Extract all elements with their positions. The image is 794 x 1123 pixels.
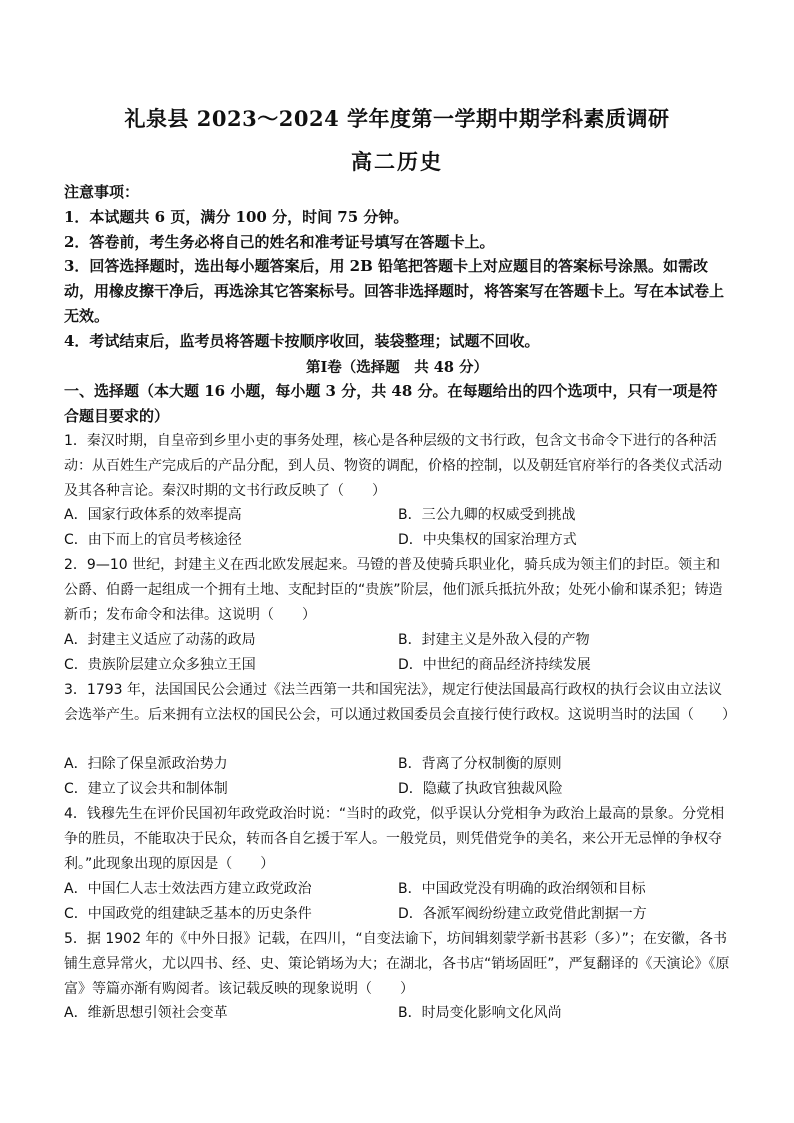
question-stem: 5．据 1902 年的《中外日报》记载，在四川，“自变法谕下，坊间辑刻蒙学新书甚彩（多）”；在安徽，各书铺生意异常火，尤以四书、经、史、策论销场为大；在湖北，各书店“销场固旺”，严复翻译的《天演论》《原富》等篇亦渐有购阅者。该记载反映的现象说明（ ） <box>64 931 730 997</box>
option-a[interactable]: A．中国仁人志士效法西方建立政党政治 <box>64 881 312 897</box>
part-one-instructions: 一、选择题（本大题 16 小题，每小题 3 分，共 48 分。在每题给出的四个选项中，只有一项是符合题目要求的） <box>64 382 718 425</box>
exam-subject: 高二历史 <box>351 149 443 174</box>
option-d[interactable]: D．中央集权的国家治理方式 <box>398 532 577 548</box>
notice-item: 4．考试结束后，监考员将答题卡按顺序收回，装袋整理；试题不回收。 <box>64 331 540 350</box>
question-4 <box>64 802 730 877</box>
option-d[interactable]: D．中世纪的商品经济持续发展 <box>398 657 591 673</box>
notice-item: 2．答卷前，考生务必将自己的姓名和准考证号填写在答题卡上。 <box>64 232 495 251</box>
question-stem: 2．9—10 世纪，封建主义在西北欧发展起来。马镫的普及使骑兵职业化，骑兵成为领主们的封臣。领主和公爵、伯爵一起组成一个拥有土地、支配封臣的“贵族”阶层，他们派兵抵抗外敌；处死小偷和谋杀犯；铸造新币；发布命令和法律。这说明（ ） <box>64 557 723 623</box>
option-b[interactable]: B．封建主义是外敌入侵的产物 <box>398 632 590 648</box>
question-stem: 1．秦汉时期，自皇帝到乡里小吏的事务处理，核心是各种层级的文书行政，包含文书命令下进行的各种活动：从百姓生产完成后的产品分配，到人员、物资的调配，价格的控制，以及朝廷官府举行的各类仪式活动及其各种言论。秦汉时期的文书行政反映了（ ） <box>64 433 722 499</box>
option-c[interactable]: C．贵族阶层建立众多独立王国 <box>64 657 256 673</box>
notice-block <box>64 180 730 354</box>
notice-item: 1．本试题共 6 页，满分 100 分，时间 75 分钟。 <box>64 207 409 226</box>
notice-heading: 注意事项： <box>64 183 140 201</box>
option-b[interactable]: B．背离了分权制衡的原则 <box>398 756 562 772</box>
notice-item: 3．回答选择题时，选出每小题答案后，用 2B 铅笔把答题卡上对应题目的答案标号涂黑。如需改动，用橡皮擦干净后，再选涂其它答案标号。回答非选择题时，将答案写在答题卡上。写在本试卷上无效。 <box>64 257 725 325</box>
option-d[interactable]: D．隐藏了执政官独裁风险 <box>398 781 563 797</box>
option-c[interactable]: C．中国政党的组建缺乏基本的历史条件 <box>64 906 312 922</box>
exam-title: 礼泉县 2023～2024 学年度第一学期中期学科素质调研 <box>124 106 670 131</box>
option-c[interactable]: C．建立了议会共和制体制 <box>64 781 228 797</box>
option-d[interactable]: D．各派军阀纷纷建立政党借此割据一方 <box>398 906 647 922</box>
section-header: 第Ⅰ卷（选择题 共 48 分） <box>305 359 489 376</box>
option-a[interactable]: A．国家行政体系的效率提高 <box>64 507 242 523</box>
question-3 <box>64 678 736 728</box>
question-5 <box>64 927 730 1002</box>
question-2 <box>64 553 730 628</box>
question-stem: 4．钱穆先生在评价民国初年政党政治时说：“当时的政党，似乎误认分党相争为政治上最高的景象。分党相争的胜员，不能取决于民众，转而各自乞援于军人。一般党员，则凭借党争的美名，来公开无忌惮的争权夺利。”此现象出现的原因是（ ） <box>64 806 725 872</box>
option-b[interactable]: B．三公九卿的权威受到挑战 <box>398 507 576 523</box>
option-a[interactable]: A．维新思想引领社会变革 <box>64 1005 228 1021</box>
option-a[interactable]: A．扫除了保皇派政治势力 <box>64 756 228 772</box>
option-b[interactable]: B．中国政党没有明确的政治纲领和目标 <box>398 881 646 897</box>
question-stem: 3．1793 年，法国国民公会通过《法兰西第一共和国宪法》，规定行使法国最高行政权的执行会议由立法议会选举产生。后来拥有立法权的国民公会，可以通过救国委员会直接行使行政权。这说明当时的法国（ ） <box>64 682 736 723</box>
option-a[interactable]: A．封建主义适应了动荡的政局 <box>64 632 256 648</box>
option-c[interactable]: C．由下而上的官员考核途径 <box>64 532 242 548</box>
option-b[interactable]: B．时局变化影响文化风尚 <box>398 1005 562 1021</box>
question-1 <box>64 429 730 504</box>
